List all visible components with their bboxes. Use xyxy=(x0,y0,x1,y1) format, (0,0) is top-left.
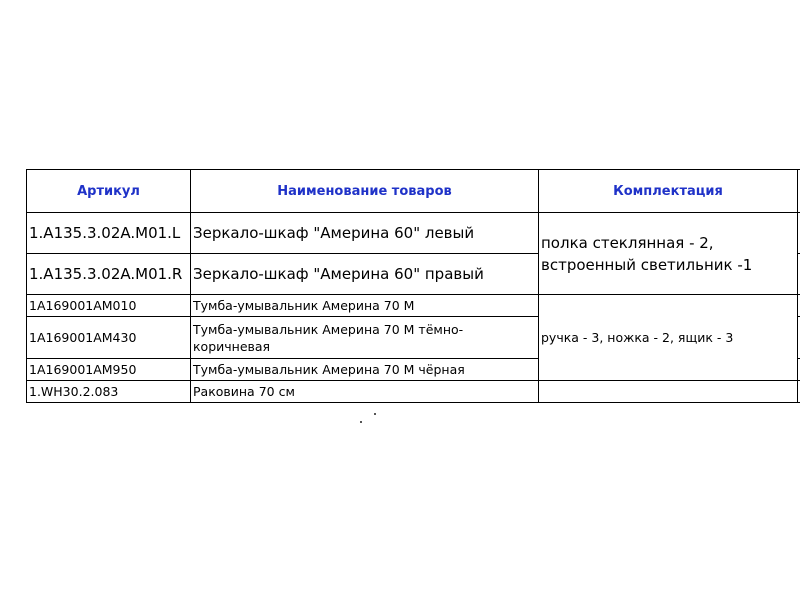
name-cell: Тумба-умывальник Америна 70 М тёмно-коричневая xyxy=(191,317,539,359)
name-cell: Раковина 70 см xyxy=(191,381,539,403)
name-cell: Тумба-умывальник Америна 70 М чёрная xyxy=(191,359,539,381)
table-row xyxy=(27,213,800,254)
article-cell: 1.WH30.2.083 xyxy=(27,381,191,403)
artifact-dot xyxy=(374,413,376,415)
header-kit: Комплектация xyxy=(539,170,798,213)
article-cell: 1.A135.3.02A.M01.R xyxy=(27,254,191,295)
table-header-row xyxy=(27,170,800,213)
name-cell: Зеркало-шкаф "Америна 60" левый xyxy=(191,213,539,254)
kit-cell: ручка - 3, ножка - 2, ящик - 3 xyxy=(539,295,798,381)
product-table-container xyxy=(26,169,800,414)
article-cell: 1A169001AM010 xyxy=(27,295,191,317)
kit-cell-empty xyxy=(539,381,798,403)
table-row xyxy=(27,381,800,403)
product-table xyxy=(26,169,800,403)
article-cell: 1.A135.3.02A.M01.L xyxy=(27,213,191,254)
article-cell: 1A169001AM430 xyxy=(27,317,191,359)
header-article: Артикул xyxy=(27,170,191,213)
header-name: Наименование товаров xyxy=(191,170,539,213)
artifact-dot xyxy=(360,421,362,423)
name-cell: Тумба-умывальник Америна 70 М xyxy=(191,295,539,317)
table-row xyxy=(27,295,800,317)
name-cell: Зеркало-шкаф "Америна 60" правый xyxy=(191,254,539,295)
article-cell: 1A169001AM950 xyxy=(27,359,191,381)
kit-cell: полка стеклянная - 2, встроенный светильник -1 xyxy=(539,213,798,295)
